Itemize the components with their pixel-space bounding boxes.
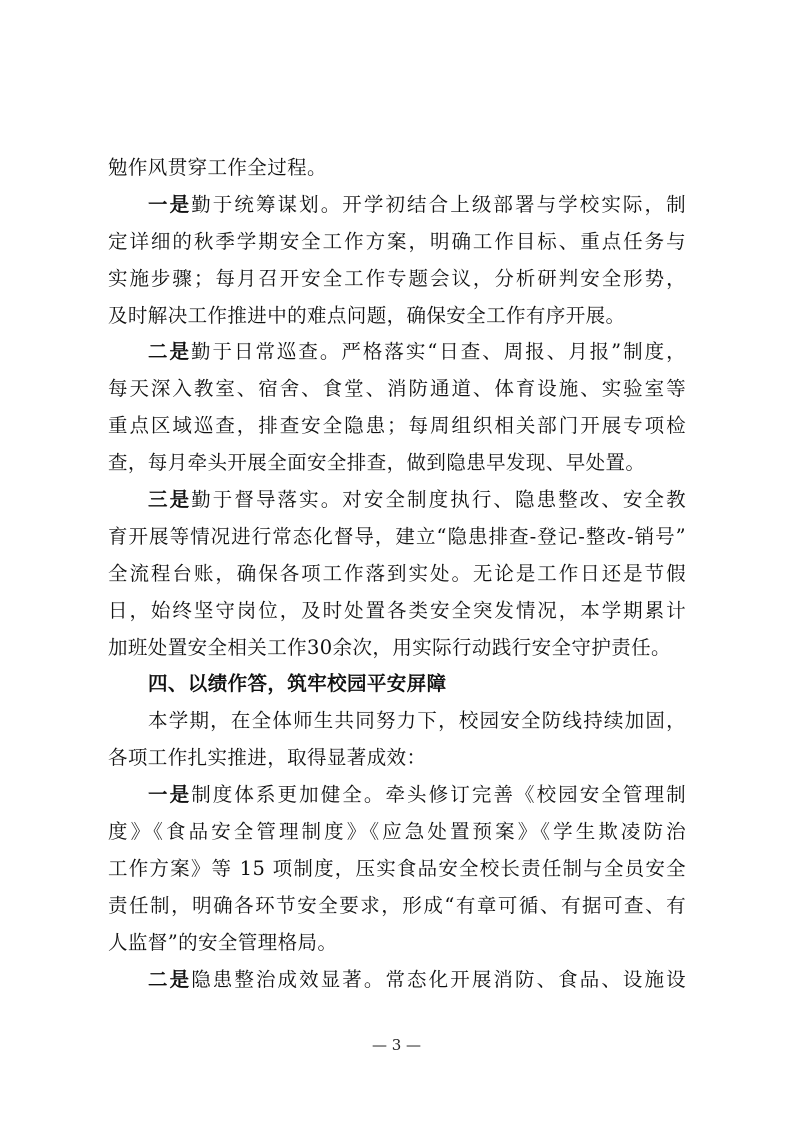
paragraph-line: 及时解决工作推进中的难点问题，确保安全工作有序开展。 <box>108 303 626 327</box>
paragraph-line: 各项工作扎实推进，取得显著成效： <box>108 746 427 770</box>
paragraph-line: 工作方案》等 15 项制度，压实食品安全校长责任制与全员安全 <box>108 856 686 880</box>
paragraph-line: 二是隐患整治成效显著。常态化开展消防、食品、设施设 <box>148 967 686 991</box>
paragraph-line: 日，始终坚守岗位，及时处置各类安全突发情况，本学期累计 <box>108 598 686 622</box>
paragraph-line: 一是制度体系更加健全。牵头修订完善《校园安全管理制 <box>148 783 686 807</box>
paragraph-line: 加班处置安全相关工作30余次，用实际行动践行安全守护责任。 <box>108 635 671 659</box>
paragraph-line: 查，每月牵头开展全面安全排查，做到隐患早发现、早处置。 <box>108 451 646 475</box>
paragraph-line: 育开展等情况进行常态化督导，建立“隐患排查-登记-整改-销号” <box>108 524 686 548</box>
paragraph-line: 定详细的秋季学期安全工作方案，明确工作目标、重点任务与 <box>108 229 686 253</box>
paragraph-line: 三是勤于督导落实。对安全制度执行、隐患整改、安全教 <box>148 488 686 512</box>
lead-phrase: 三是 <box>148 488 192 512</box>
lead-phrase: 二是 <box>148 340 191 364</box>
paragraph-line: 二是勤于日常巡查。严格落实“日查、周报、月报”制度， <box>148 340 686 364</box>
page-number: — 3 — <box>371 1036 422 1054</box>
paragraph-line: 本学期，在全体师生共同努力下，校园安全防线持续加固， <box>148 709 686 733</box>
paragraph-line: 实施步骤；每月召开安全工作专题会议，分析研判安全形势， <box>108 266 686 290</box>
paragraph-line: 全流程台账，确保各项工作落到实处。无论是工作日还是节假 <box>108 561 686 585</box>
lead-phrase: 二是 <box>148 967 192 991</box>
paragraph-line: 每天深入教室、宿舍、食堂、消防通道、体育设施、实验室等 <box>108 377 686 401</box>
lead-phrase: 一是 <box>148 192 192 216</box>
paragraph-line: 责任制，明确各环节安全要求，形成“有章可循、有据可查、有 <box>108 893 686 917</box>
body-text <box>108 150 686 998</box>
section-heading: 四、以绩作答，筑牢校园平安屏障 <box>148 672 447 696</box>
paragraph-line: 一是勤于统筹谋划。开学初结合上级部署与学校实际，制 <box>148 192 686 216</box>
paragraph-line: 勉作风贯穿工作全过程。 <box>108 156 327 179</box>
paragraph-line: 重点区域巡查，排查安全隐患；每周组织相关部门开展专项检 <box>108 414 686 438</box>
lead-phrase: 一是 <box>148 783 192 807</box>
paragraph-line: 度》《食品安全管理制度》《应急处置预案》《学生欺凌防治 <box>108 820 686 844</box>
paragraph-line: 人监督”的安全管理格局。 <box>108 930 338 954</box>
